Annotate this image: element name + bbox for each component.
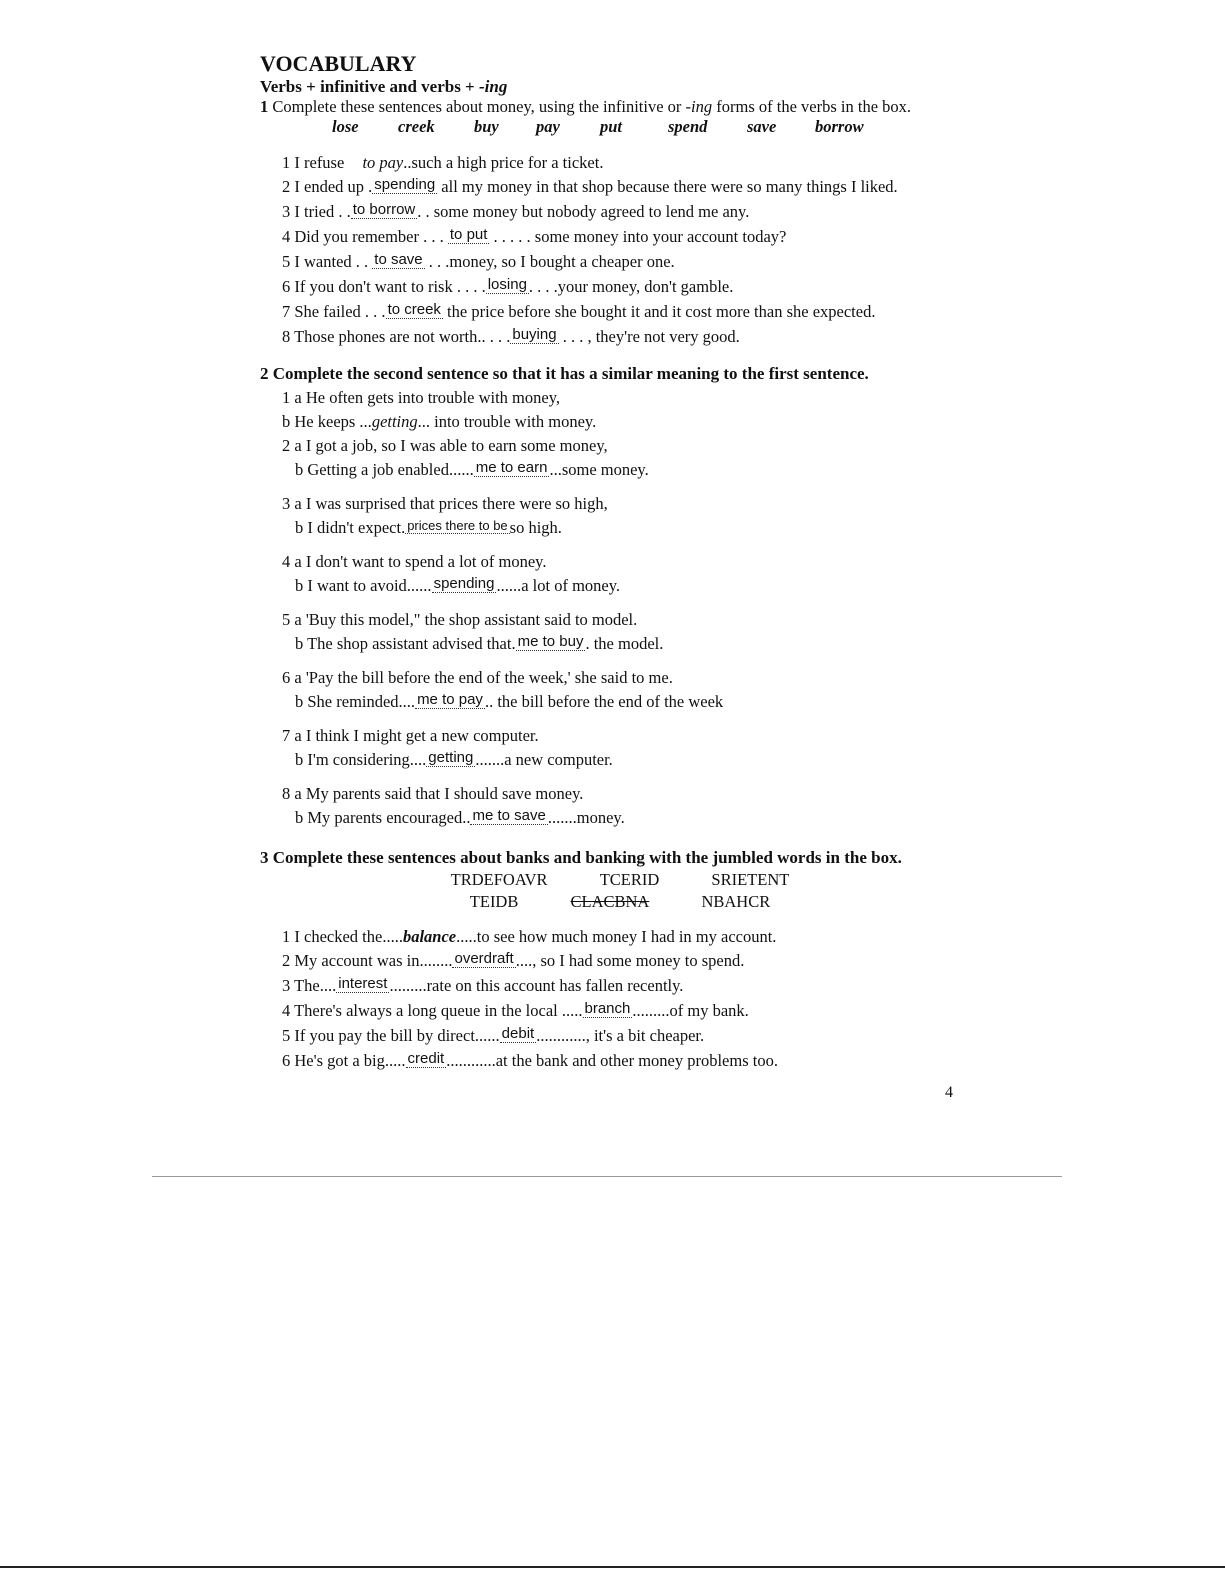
ex2-item-a: 2 a I got a job, so I was able to earn some money,: [282, 436, 608, 455]
ex3-heading: 3 Complete these sentences about banks and banking with the jumbled words in the box.: [260, 848, 902, 867]
ex2-item-b: [260, 516, 980, 541]
section-subtitle: [260, 76, 980, 97]
ex3-item: [260, 925, 980, 949]
item-prefix: b I want to avoid......: [295, 576, 432, 595]
ex2-item-b: [260, 574, 980, 599]
jumbled-box: [260, 869, 980, 913]
ex2-item-a: 1 a He often gets into trouble with money,: [282, 388, 560, 407]
ex1-item: [260, 275, 980, 300]
item-suffix: . the model.: [585, 634, 664, 653]
ex2-item-b: [260, 690, 980, 715]
ex1-instr-a: Complete these sentences about money, using the infinitive or: [268, 97, 686, 116]
item-suffix: . . . . . some money into your account today?: [489, 227, 787, 246]
item-prefix: 3 The....: [282, 976, 337, 995]
item-answer[interactable]: me to earn: [475, 459, 548, 476]
item-prefix: 8 Those phones are not worth.. . . .: [282, 327, 511, 346]
item-prefix: 2 I ended up .: [282, 177, 373, 196]
item-suffix: ............at the bank and other money problems too.: [446, 1051, 778, 1070]
jumbled-row: [260, 869, 980, 891]
item-prefix: 5 I wanted . .: [282, 252, 373, 271]
item-prefix: 2 My account was in........: [282, 951, 453, 970]
ex2-pair: [260, 550, 980, 599]
item-suffix: ......a lot of money.: [496, 576, 621, 595]
item-prefix: 5 If you pay the bill by direct......: [282, 1026, 500, 1045]
page-number: 4: [945, 1084, 953, 1101]
item-prefix: b The shop assistant advised that.: [295, 634, 516, 653]
ex2-item-a: 7 a I think I might get a new computer.: [282, 726, 539, 745]
item-suffix: . . . , they're not very good.: [558, 327, 740, 346]
item-answer[interactable]: getting: [428, 749, 474, 766]
ex2-item-a: 4 a I don't want to spend a lot of money.: [282, 552, 547, 571]
item-suffix: ..such a high price for a ticket.: [403, 153, 604, 172]
item-answer[interactable]: me to pay: [417, 691, 483, 708]
ex2-pair: [260, 608, 980, 657]
item-answer-example: balance: [402, 927, 457, 946]
ex2-item-b: [260, 748, 980, 773]
item-suffix: . . some money but nobody agreed to lend me any.: [417, 202, 750, 221]
item-answer[interactable]: spending: [433, 575, 495, 592]
jumbled-word: TEIDB: [469, 892, 519, 911]
ex2-pair: [260, 724, 980, 773]
item-answer[interactable]: overdraft: [454, 950, 514, 967]
ex2-heading: 2 Complete the second sentence so that it has a similar meaning to the first sentence.: [260, 364, 869, 383]
ex2-pair: [260, 782, 980, 831]
ex2-item-b: [260, 632, 980, 657]
ex2-pair: [260, 666, 980, 715]
box-word: pay: [536, 117, 560, 136]
item-prefix: 4 There's always a long queue in the local .....: [282, 1001, 583, 1020]
ex1-item: [260, 175, 980, 200]
ex2-item-a: 5 a 'Buy this model," the shop assistant said to model.: [282, 610, 638, 629]
item-suffix: . . . .your money, don't gamble.: [528, 277, 734, 296]
ex3-item: [260, 999, 980, 1024]
item-answer[interactable]: me to buy: [517, 633, 584, 650]
ex2-pair: [260, 492, 980, 541]
item-prefix: b My parents encouraged..: [295, 808, 471, 827]
item-answer[interactable]: to creek: [387, 301, 441, 318]
item-suffix: all my money in that shop because there were so many things I liked.: [437, 177, 898, 196]
item-suffix: .........of my bank.: [632, 1001, 749, 1020]
ex3-item: [260, 949, 980, 974]
box-word: spend: [668, 117, 708, 136]
item-suffix: .....to see how much money I had in my account.: [456, 927, 777, 946]
jumbled-word: NBAHCR: [701, 892, 771, 911]
ex3-item: [260, 1024, 980, 1049]
ex1-items: [260, 151, 980, 350]
item-prefix: b I'm considering....: [295, 750, 427, 769]
subtitle-ing: -ing: [479, 77, 508, 96]
jumbled-word: SRIETENT: [711, 870, 790, 889]
ex1-item: [260, 325, 980, 350]
item-answer[interactable]: prices there to be: [407, 518, 508, 533]
item-suffix: . . .money, so I bought a cheaper one.: [424, 252, 675, 271]
ex2-item-a: 3 a I was surprised that prices there were so high,: [282, 494, 608, 513]
box-word: buy: [474, 117, 499, 136]
ex1-instr-b: forms of the verbs in the box.: [712, 97, 912, 116]
item-suffix: ...., so I had some money to spend.: [515, 951, 745, 970]
jumbled-row: [260, 891, 980, 913]
item-answer-example: getting: [371, 412, 418, 431]
item-prefix: 3 I tried . .: [282, 202, 351, 221]
box-word: creek: [398, 117, 435, 136]
bottom-border: [0, 1566, 1225, 1568]
item-answer[interactable]: losing: [487, 276, 527, 293]
item-prefix: 1 I refuse: [282, 153, 349, 172]
page-divider: [152, 1176, 1062, 1177]
box-word: put: [600, 117, 623, 136]
ex1-item: [260, 225, 980, 250]
item-prefix: 6 If you don't want to risk . . . .: [282, 277, 486, 296]
ex1-item: [260, 250, 980, 275]
box-word: lose: [332, 117, 359, 136]
worksheet-page: [260, 52, 980, 1074]
item-answer[interactable]: to save: [374, 251, 423, 268]
page-title: VOCABULARY: [260, 51, 417, 76]
item-answer-example: to pay: [362, 153, 404, 172]
ex1-instr-ing: -ing: [685, 97, 713, 116]
box-word: save: [747, 117, 777, 136]
item-prefix: 7 She failed . . .: [282, 302, 386, 321]
ex1-item: [260, 151, 980, 175]
ex3-item: [260, 974, 980, 999]
item-answer[interactable]: debit: [501, 1025, 535, 1042]
item-answer[interactable]: credit: [407, 1050, 445, 1067]
item-prefix: 1 I checked the.....: [282, 927, 403, 946]
item-suffix: so high.: [509, 518, 562, 537]
jumbled-word: TCERID: [599, 870, 660, 889]
ex2-item-b: [260, 410, 980, 434]
ex1-instructions: [260, 97, 980, 117]
ex3-items: [260, 925, 980, 1074]
item-suffix: ... into trouble with money.: [417, 412, 597, 431]
jumbled-word-used: CLACBNA: [570, 892, 650, 911]
item-suffix: the price before she bought it and it cost more than she expected.: [442, 302, 876, 321]
ex1-number: 1: [260, 97, 269, 116]
ex2-item-b: [260, 458, 980, 483]
item-suffix: ............, it's a bit cheaper.: [536, 1026, 705, 1045]
item-answer[interactable]: to borrow: [352, 201, 416, 218]
item-prefix: 4 Did you remember . . .: [282, 227, 448, 246]
item-prefix: b I didn't expect.: [295, 518, 406, 537]
item-prefix: b She reminded....: [295, 692, 416, 711]
ex1-item: [260, 300, 980, 325]
item-prefix: b Getting a job enabled......: [295, 460, 474, 479]
jumbled-word: TRDEFOAVR: [450, 870, 548, 889]
item-suffix: .. the bill before the end of the week: [484, 692, 724, 711]
item-answer[interactable]: to put: [449, 226, 488, 243]
ex1-item: [260, 200, 980, 225]
item-answer[interactable]: me to save: [472, 807, 546, 824]
item-prefix: 6 He's got a big.....: [282, 1051, 406, 1070]
item-answer[interactable]: spending: [374, 176, 436, 193]
item-prefix: b He keeps ...: [282, 412, 372, 431]
box-word: borrow: [815, 117, 864, 136]
item-answer[interactable]: branch: [584, 1000, 631, 1017]
item-suffix: .........rate on this account has fallen recently.: [389, 976, 684, 995]
ex2-item-a: 8 a My parents said that I should save money.: [282, 784, 584, 803]
ex3-item: [260, 1049, 980, 1074]
ex2-item-a: 6 a 'Pay the bill before the end of the week,' she said to me.: [282, 668, 673, 687]
item-suffix: .......money.: [547, 808, 625, 827]
ex1-word-box: [260, 117, 980, 137]
ex2-item-b: [260, 806, 980, 831]
item-answer[interactable]: interest: [338, 975, 388, 992]
item-suffix: .......a new computer.: [475, 750, 613, 769]
item-suffix: ...some money.: [549, 460, 649, 479]
item-answer[interactable]: buying: [512, 326, 557, 343]
subtitle-main: Verbs + infinitive and verbs +: [260, 77, 479, 96]
